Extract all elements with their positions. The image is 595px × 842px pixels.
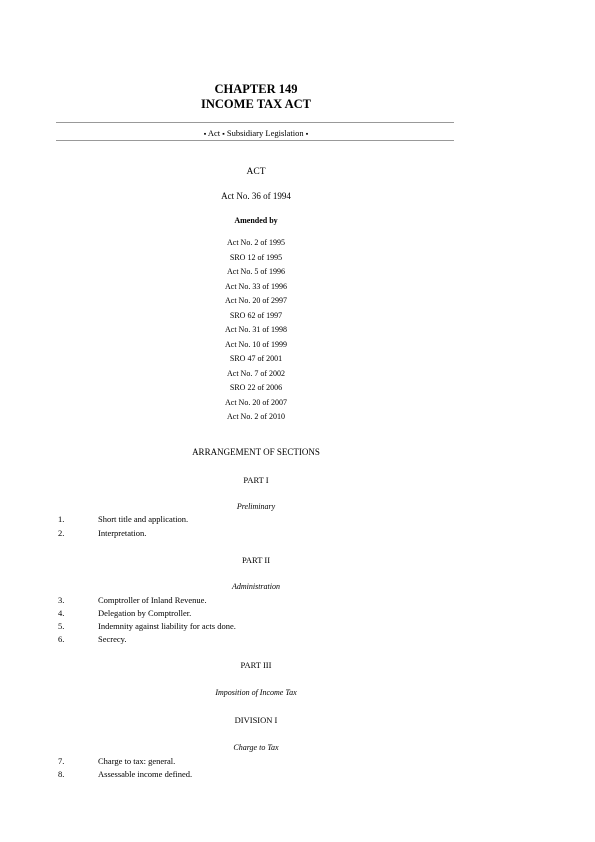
amendment-item: Act No. 5 of 1996: [227, 267, 285, 276]
section-title: Indemnity against liability for acts done.: [98, 621, 236, 631]
nav-links: [0, 128, 512, 138]
top-rule: [56, 122, 454, 123]
act-number: Act No. 36 of 1994: [221, 191, 291, 201]
amendment-item: Act No. 33 of 1996: [225, 281, 287, 291]
section-entry[interactable]: [58, 621, 236, 631]
part-1-subtitle: Preliminary: [236, 502, 276, 511]
division-1-subtitle: Charge to Tax: [233, 743, 279, 752]
subsidiary-legislation-link[interactable]: Subsidiary Legislation: [226, 128, 304, 138]
section-number: 6.: [58, 634, 65, 644]
amendment-item: Act No. 10 of 1999: [225, 339, 287, 349]
part-3-label: PART III: [240, 660, 272, 670]
section-title: Comptroller of Inland Revenue.: [98, 595, 207, 605]
part-2-subtitle: Administration: [231, 582, 280, 591]
arrangement-heading: ARRANGEMENT OF SECTIONS: [192, 447, 320, 457]
amendment-item: SRO 47 of 2001: [229, 354, 283, 363]
amended-by-heading: Amended by: [234, 216, 278, 225]
part-3-subtitle: Imposition of Income Tax: [215, 688, 297, 697]
chapter-number: CHAPTER 149: [214, 82, 298, 96]
amendment-item: Act No. 2 of 2010: [227, 412, 285, 421]
amendment-item: Act No. 20 of 2007: [225, 397, 287, 407]
bullet-icon: ▪: [203, 130, 207, 138]
section-number: 4.: [58, 608, 65, 618]
act-heading: ACT: [246, 167, 266, 177]
bullet-icon: ▪: [222, 130, 225, 138]
section-title: Assessable income defined.: [98, 769, 193, 779]
section-number: 5.: [58, 621, 65, 631]
section-title: Interpretation.: [98, 528, 147, 538]
bottom-rule: [56, 140, 454, 141]
section-number: 3.: [58, 595, 65, 605]
amendment-item: Act No. 7 of 2002: [227, 368, 285, 378]
section-title: Short title and application.: [98, 514, 189, 524]
amendment-item: SRO 22 of 2006: [229, 383, 283, 392]
act-link[interactable]: Act: [207, 128, 221, 138]
section-entry[interactable]: [58, 608, 191, 618]
section-number: 2.: [58, 528, 65, 538]
act-title: INCOME TAX ACT: [201, 97, 311, 111]
part-1-label: PART I: [243, 475, 269, 485]
section-number: 7.: [58, 756, 65, 766]
bullet-icon: ▪: [305, 130, 309, 138]
amendment-list: [0, 236, 512, 425]
amendment-item: Act No. 20 of 2997: [225, 296, 287, 305]
section-entry[interactable]: [58, 528, 146, 538]
amendment-item: Act No. 31 of 1998: [225, 325, 287, 334]
section-entry[interactable]: [58, 595, 207, 605]
section-entry[interactable]: [58, 756, 175, 766]
section-title: Charge to tax: general.: [98, 756, 176, 766]
division-1-label: DIVISION I: [234, 715, 278, 725]
amendment-item: Act No. 2 of 1995: [227, 238, 285, 247]
amendment-item: SRO 62 of 1997: [229, 310, 283, 320]
section-title: Delegation by Comptroller.: [98, 608, 192, 618]
section-number: 8.: [58, 769, 65, 779]
amendment-item: SRO 12 of 1995: [229, 252, 283, 262]
part-2-label: PART II: [241, 555, 271, 565]
section-number: 1.: [58, 514, 65, 524]
section-entry[interactable]: [58, 634, 126, 644]
section-title: Secrecy.: [98, 634, 127, 644]
section-entry[interactable]: [58, 514, 188, 524]
section-entry[interactable]: [58, 769, 192, 779]
